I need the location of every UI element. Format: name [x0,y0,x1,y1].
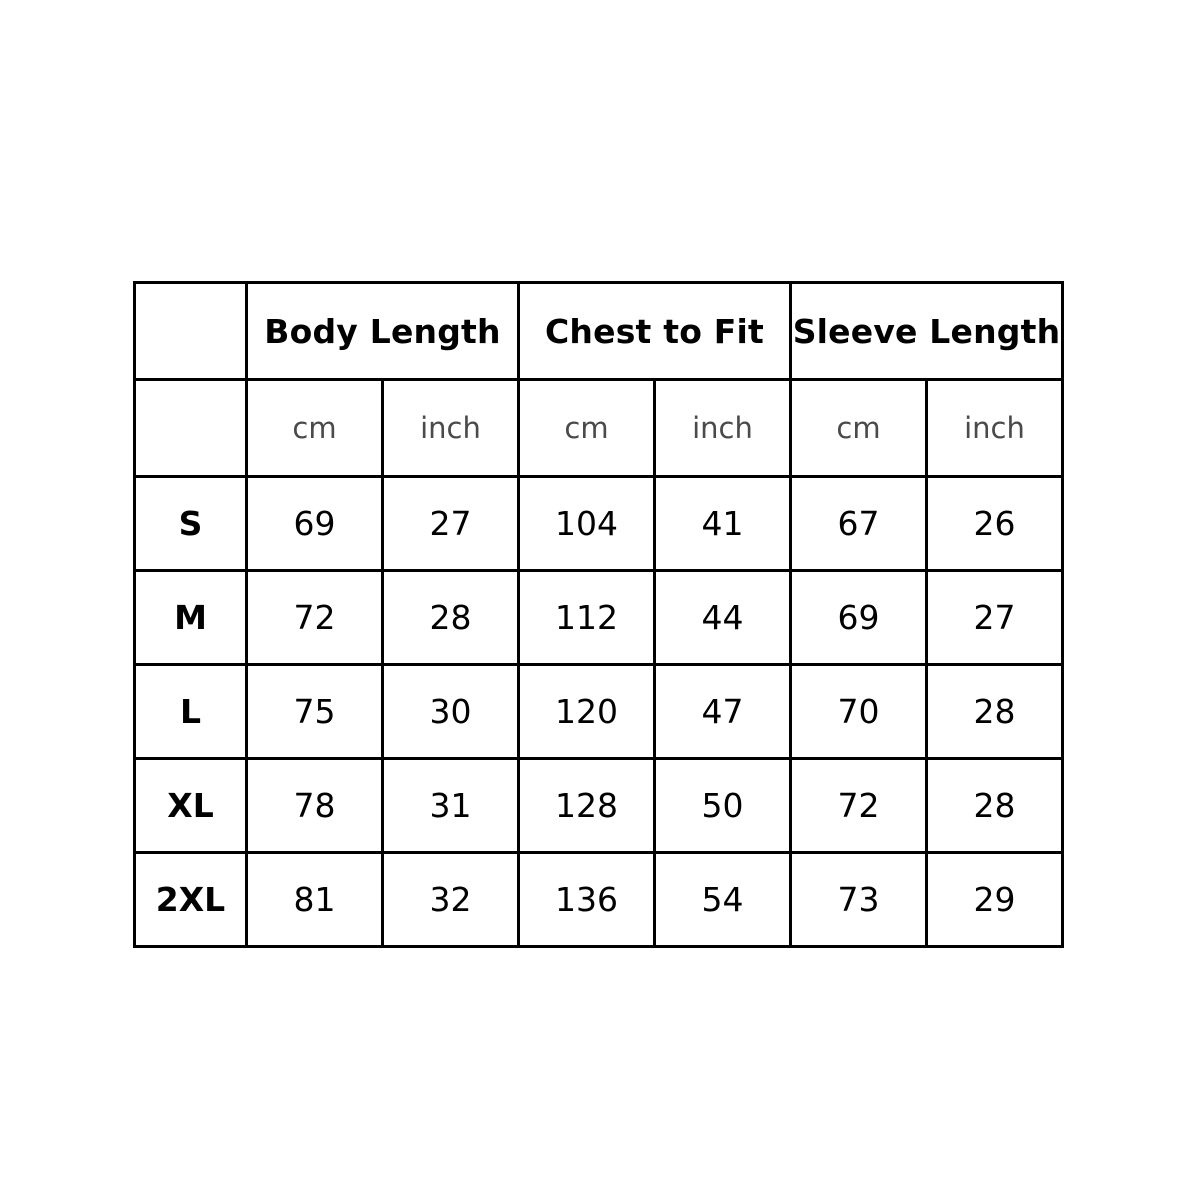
cell-sleeve-cm: 72 [791,759,927,853]
cell-chest-cm: 104 [519,477,655,571]
unit-chest-cm: cm [519,380,655,477]
unit-body-length-cm: cm [247,380,383,477]
cell-chest-cm: 136 [519,853,655,947]
row-size-label: L [135,665,247,759]
table-row [135,571,1063,665]
cell-chest-cm: 128 [519,759,655,853]
table-row [135,665,1063,759]
cell-body-length-cm: 78 [247,759,383,853]
cell-body-length-inch: 28 [383,571,519,665]
group-header-sleeve-length: Sleeve Length [791,283,1063,380]
unit-sleeve-cm: cm [791,380,927,477]
cell-body-length-inch: 32 [383,853,519,947]
cell-sleeve-inch: 28 [927,665,1063,759]
cell-chest-inch: 54 [655,853,791,947]
unit-header-row [135,380,1063,477]
cell-sleeve-inch: 29 [927,853,1063,947]
cell-chest-inch: 47 [655,665,791,759]
corner-blank-cell-2 [135,380,247,477]
cell-body-length-cm: 81 [247,853,383,947]
cell-sleeve-inch: 26 [927,477,1063,571]
table-row [135,477,1063,571]
cell-chest-cm: 120 [519,665,655,759]
table-row [135,853,1063,947]
size-chart-table [133,281,1064,948]
cell-body-length-inch: 27 [383,477,519,571]
row-size-label: XL [135,759,247,853]
cell-chest-inch: 44 [655,571,791,665]
cell-body-length-inch: 31 [383,759,519,853]
cell-body-length-cm: 72 [247,571,383,665]
cell-sleeve-cm: 67 [791,477,927,571]
cell-sleeve-inch: 27 [927,571,1063,665]
cell-chest-cm: 112 [519,571,655,665]
unit-sleeve-inch: inch [927,380,1063,477]
corner-blank-cell [135,283,247,380]
row-size-label: 2XL [135,853,247,947]
cell-body-length-cm: 75 [247,665,383,759]
cell-sleeve-cm: 73 [791,853,927,947]
group-header-row [135,283,1063,380]
cell-sleeve-cm: 70 [791,665,927,759]
cell-body-length-inch: 30 [383,665,519,759]
cell-sleeve-cm: 69 [791,571,927,665]
group-header-chest-to-fit: Chest to Fit [519,283,791,380]
cell-sleeve-inch: 28 [927,759,1063,853]
row-size-label: M [135,571,247,665]
group-header-body-length: Body Length [247,283,519,380]
unit-chest-inch: inch [655,380,791,477]
cell-chest-inch: 41 [655,477,791,571]
table-row [135,759,1063,853]
unit-body-length-inch: inch [383,380,519,477]
cell-chest-inch: 50 [655,759,791,853]
cell-body-length-cm: 69 [247,477,383,571]
row-size-label: S [135,477,247,571]
